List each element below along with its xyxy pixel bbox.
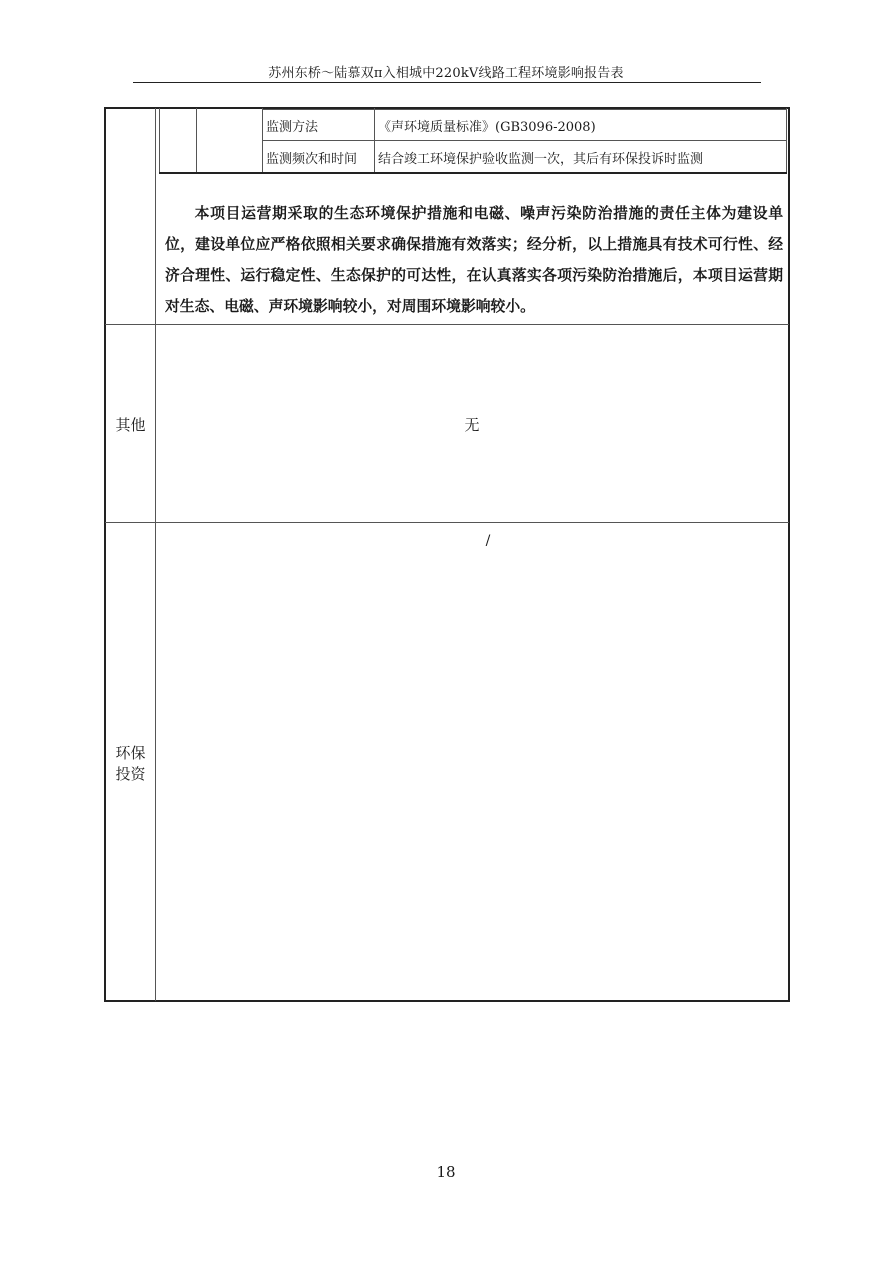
section-label-investment-line2: 投资 — [115, 765, 146, 783]
row-divider-other-top — [105, 324, 789, 325]
monitoring-frequency-value: 结合竣工环境保护验收监测一次，其后有环保投诉时监测 — [378, 152, 704, 167]
section-label-investment-line1: 环保 — [115, 744, 146, 762]
monitoring-method-value: 《声环境质量标准》(GB3096-2008) — [378, 120, 596, 135]
nested-row-divider-top — [262, 109, 787, 110]
responsibility-summary-paragraph — [165, 198, 783, 322]
document-header-title: 苏州东桥～陆慕双π入相城中220kV线路工程环境影响报告表 — [268, 66, 624, 81]
page-number: 18 — [436, 1163, 456, 1181]
nested-row-divider — [262, 140, 787, 141]
monitoring-method-label: 监测方法 — [266, 120, 319, 135]
header-rule — [133, 82, 761, 83]
nested-col-divider-1 — [159, 108, 160, 173]
section-content-investment: / — [485, 533, 491, 549]
row-divider-investment-top — [105, 522, 789, 523]
monitoring-frequency-label: 监测频次和时间 — [266, 152, 358, 167]
section-label-other: 其他 — [115, 416, 146, 434]
label-column-divider — [155, 108, 156, 1001]
summary-text: 本项目运营期采取的生态环境保护措施和电磁、噪声污染防治措施的责任主体为建设单位，建设单位应严格依照相关要求确保措施有效落实；经分析，以上措施具有技术可行性、经济合理性、运行稳定性、生态保护的可达性，在认真落实各项污染防治措施后，本项目运营期对生态、电磁、声环境影响较小，对周围环境影响较小。 — [165, 205, 783, 315]
nested-col-divider-2 — [196, 108, 197, 173]
nested-table-bottom-rule — [159, 172, 787, 174]
section-content-other: 无 — [464, 416, 480, 434]
